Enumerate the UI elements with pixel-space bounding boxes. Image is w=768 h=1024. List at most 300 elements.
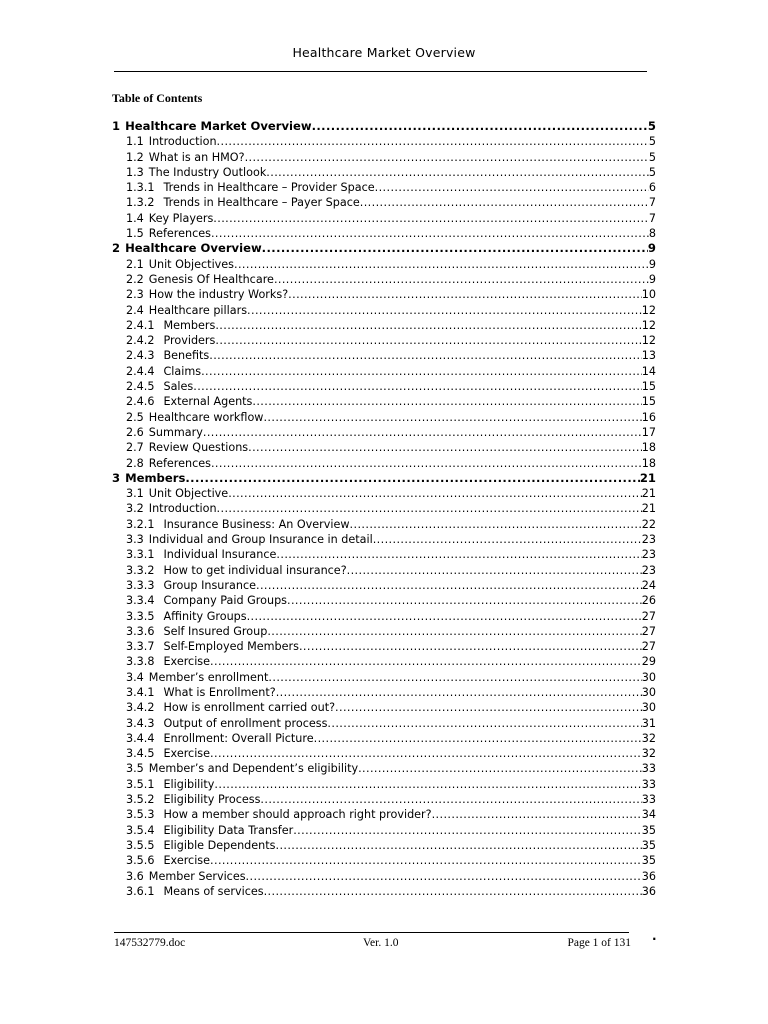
- toc-entry-title: [112, 119, 312, 134]
- toc-leader-dots: [275, 838, 641, 853]
- toc-entry-number: 2.4.6: [126, 395, 155, 409]
- toc-entry[interactable]: [112, 456, 656, 471]
- footer-rule: [114, 932, 629, 933]
- toc-entry-page: 9: [647, 241, 656, 256]
- toc-entry-page: 21: [639, 470, 656, 485]
- toc-entry[interactable]: [112, 700, 656, 715]
- toc-entry-number: 3.4.4: [126, 731, 155, 745]
- toc-entry-page: 24: [641, 578, 656, 592]
- toc-entry-text: Members: [163, 318, 216, 332]
- toc-leader-dots: [217, 501, 642, 516]
- toc-leader-dots: [201, 364, 642, 379]
- toc-entry-text: Self Insured Group: [163, 624, 268, 638]
- toc-leader-dots: [252, 394, 641, 409]
- toc-leader-dots: [358, 761, 642, 776]
- toc-entry[interactable]: [112, 257, 656, 272]
- toc-entry-text: Claims: [163, 364, 202, 378]
- toc-entry-title: [126, 578, 256, 593]
- toc-entry-title: [126, 318, 215, 333]
- toc-entry-title: [126, 884, 264, 899]
- toc-entry-text: Introduction: [148, 135, 217, 149]
- toc-entry[interactable]: [112, 195, 656, 210]
- toc-entry-number: 1.4: [126, 211, 144, 225]
- toc-leader-dots: [347, 563, 642, 578]
- toc-entry-text: Eligibility: [163, 777, 215, 791]
- toc-entry[interactable]: [112, 471, 656, 486]
- toc-entry-number: 3.5.3: [126, 808, 155, 822]
- toc-entry-page: 33: [641, 793, 656, 807]
- toc-entry[interactable]: [112, 501, 656, 516]
- toc-entry-number: 1.5: [126, 227, 144, 241]
- toc-leader-dots: [203, 425, 642, 440]
- toc-leader-dots: [266, 165, 649, 180]
- toc-entry-page: 17: [641, 425, 656, 439]
- toc-entry-page: 5: [648, 165, 656, 179]
- toc-leader-dots: [268, 670, 641, 685]
- toc-entry[interactable]: [112, 379, 656, 394]
- toc-entry-text: Sales: [163, 380, 194, 394]
- toc-entry[interactable]: [112, 211, 656, 226]
- toc-entry-page: 12: [641, 318, 656, 332]
- toc-entry-text: Exercise: [163, 655, 211, 669]
- toc-entry-title: [126, 410, 263, 425]
- toc-entry-page: 13: [641, 349, 656, 363]
- toc-leader-dots: [228, 486, 642, 501]
- toc-entry[interactable]: [112, 746, 656, 761]
- toc-entry-text: Individual and Group Insurance in detail: [148, 533, 373, 547]
- toc-leader-dots: [211, 456, 642, 471]
- toc-entry-text: Affinity Groups: [163, 609, 247, 623]
- table-of-contents: [112, 119, 656, 899]
- toc-entry[interactable]: [112, 287, 656, 302]
- toc-entry-text: Healthcare pillars: [148, 303, 248, 317]
- toc-entry-text: Members: [125, 470, 186, 485]
- toc-entry[interactable]: [112, 838, 656, 853]
- toc-entry[interactable]: [112, 241, 656, 256]
- toc-entry-title: [126, 272, 274, 287]
- toc-entry-title: [126, 333, 215, 348]
- toc-entry-text: Eligible Dependents: [163, 838, 276, 852]
- toc-entry-page: 33: [641, 777, 656, 791]
- toc-entry-title: [126, 838, 275, 853]
- toc-entry-page: 16: [641, 410, 656, 424]
- toc-entry-title: [126, 670, 268, 685]
- page-header-title: Healthcare Market Overview: [292, 45, 476, 60]
- toc-entry-number: 1.2: [126, 150, 144, 164]
- toc-entry-number: 2.4.2: [126, 334, 155, 348]
- toc-entry-text: Self-Employed Members: [163, 640, 299, 654]
- toc-entry-title: [126, 593, 287, 608]
- toc-entry-text: Exercise: [163, 747, 211, 761]
- toc-leader-dots: [267, 624, 641, 639]
- toc-entry-text: Review Questions: [148, 441, 249, 455]
- toc-entry-text: Eligibility Process: [163, 793, 261, 807]
- toc-entry-page: 23: [641, 548, 656, 562]
- toc-entry[interactable]: [112, 318, 656, 333]
- toc-entry-page: 29: [641, 655, 656, 669]
- toc-entry-text: Enrollment: Overall Picture: [163, 731, 314, 745]
- toc-entry-number: 3.3.6: [126, 624, 155, 638]
- toc-leader-dots: [263, 410, 641, 425]
- header-rule: [114, 71, 647, 72]
- toc-entry-number: 3.1: [126, 487, 144, 501]
- toc-entry[interactable]: [112, 486, 656, 501]
- toc-entry-page: 32: [641, 747, 656, 761]
- toc-entry-number: 3.6.1: [126, 884, 155, 898]
- toc-entry-text: Healthcare workflow: [148, 410, 264, 424]
- toc-entry-page: 14: [641, 364, 656, 378]
- toc-entry-text: Individual Insurance: [163, 548, 277, 562]
- toc-entry-text: Healthcare Market Overview: [125, 119, 312, 133]
- toc-entry-title: [126, 394, 252, 409]
- toc-entry[interactable]: [112, 517, 656, 532]
- toc-entry-number: 2.1: [126, 257, 144, 271]
- toc-entry[interactable]: [112, 685, 656, 700]
- toc-entry-text: Member Services: [148, 869, 246, 883]
- toc-leader-dots: [214, 777, 641, 792]
- toc-entry-page: 15: [641, 380, 656, 394]
- toc-entry-title: [126, 563, 347, 578]
- toc-entry[interactable]: [112, 777, 656, 792]
- toc-entry-title: [126, 869, 246, 884]
- toc-entry-text: Providers: [163, 334, 216, 348]
- toc-entry-title: [126, 792, 260, 807]
- toc-entry-title: [126, 807, 432, 822]
- toc-entry-page: 18: [641, 441, 656, 455]
- toc-entry-title: [126, 486, 228, 501]
- toc-entry-number: 3.3: [126, 533, 144, 547]
- toc-entry[interactable]: [112, 165, 656, 180]
- toc-entry-page: 12: [641, 334, 656, 348]
- toc-entry-text: Trends in Healthcare – Payer Space: [163, 196, 360, 210]
- toc-entry-page: 26: [641, 594, 656, 608]
- toc-leader-dots: [185, 471, 640, 486]
- toc-entry-title: [126, 517, 350, 532]
- toc-leader-dots: [264, 884, 642, 899]
- toc-entry-page: 15: [641, 395, 656, 409]
- toc-entry-page: 30: [641, 685, 656, 699]
- toc-entry[interactable]: [112, 639, 656, 654]
- toc-entry-text: Means of services: [163, 884, 264, 898]
- toc-entry-number: 3.3.3: [126, 578, 155, 592]
- toc-entry-title: [126, 287, 288, 302]
- toc-entry-text: How a member should approach right provider?: [163, 808, 432, 822]
- toc-leader-dots: [350, 517, 642, 532]
- toc-entry-title: [126, 134, 217, 149]
- toc-entry-text: Group Insurance: [163, 578, 256, 592]
- toc-entry-number: 2.7: [126, 441, 144, 455]
- toc-entry-number: 2.6: [126, 425, 144, 439]
- toc-entry-text: Benefits: [163, 349, 210, 363]
- toc-entry-number: 3.5.1: [126, 777, 155, 791]
- toc-leader-dots: [209, 348, 641, 363]
- toc-entry-text: Unit Objectives: [148, 257, 235, 271]
- toc-entry-text: Key Players: [148, 211, 214, 225]
- toc-entry-text: Exercise: [163, 854, 211, 868]
- toc-entry[interactable]: [112, 807, 656, 822]
- toc-leader-dots: [234, 257, 649, 272]
- toc-leader-dots: [210, 746, 642, 761]
- toc-leader-dots: [262, 241, 648, 256]
- toc-entry-number: 2.4.1: [126, 318, 155, 332]
- toc-leader-dots: [211, 226, 649, 241]
- toc-entry-number: 1.3.2: [126, 196, 155, 210]
- toc-entry-number: 3.5.6: [126, 854, 155, 868]
- toc-entry-number: 2: [112, 241, 121, 256]
- toc-entry-text: References: [148, 227, 211, 241]
- toc-entry-text: How the industry Works?: [148, 288, 289, 302]
- toc-entry-text: Member’s enrollment: [148, 670, 269, 684]
- toc-entry-number: 3.3.4: [126, 594, 155, 608]
- toc-entry[interactable]: [112, 761, 656, 776]
- toc-entry-title: [126, 425, 203, 440]
- toc-entry-page: 27: [641, 609, 656, 623]
- toc-entry-page: 18: [641, 456, 656, 470]
- toc-entry[interactable]: [112, 731, 656, 746]
- toc-entry-number: 3.2: [126, 502, 144, 516]
- toc-entry[interactable]: [112, 670, 656, 685]
- toc-leader-dots: [287, 593, 642, 608]
- toc-leader-dots: [247, 609, 642, 624]
- toc-entry[interactable]: [112, 272, 656, 287]
- toc-entry-text: References: [148, 456, 211, 470]
- toc-entry-text: Introduction: [148, 502, 217, 516]
- toc-entry-number: 3.4.3: [126, 716, 155, 730]
- toc-entry-text: The Industry Outlook: [148, 165, 267, 179]
- toc-entry-page: 5: [648, 150, 656, 164]
- toc-entry-page: 8: [648, 227, 656, 241]
- footer-page-number: Page 1 of 131: [567, 937, 631, 949]
- toc-entry-text: Eligibility Data Transfer: [163, 823, 294, 837]
- toc-entry-text: Healthcare Overview: [125, 241, 262, 256]
- toc-entry-number: 1: [112, 119, 121, 133]
- toc-entry-text: What is Enrollment?: [163, 685, 276, 699]
- toc-entry[interactable]: [112, 226, 656, 241]
- toc-entry[interactable]: [112, 440, 656, 455]
- toc-entry-title: [126, 731, 314, 746]
- toc-entry[interactable]: [112, 348, 656, 363]
- toc-entry-number: 3.5.4: [126, 823, 155, 837]
- toc-entry-title: [112, 241, 262, 256]
- toc-entry[interactable]: [112, 563, 656, 578]
- toc-entry[interactable]: [112, 869, 656, 884]
- toc-entry-text: Member’s and Dependent’s eligibility: [148, 762, 359, 776]
- toc-entry-number: 1.3: [126, 165, 144, 179]
- toc-entry-number: 2.5: [126, 410, 144, 424]
- toc-leader-dots: [360, 195, 649, 210]
- toc-leader-dots: [217, 134, 649, 149]
- toc-entry-number: 3.5: [126, 762, 144, 776]
- toc-leader-dots: [276, 685, 642, 700]
- toc-entry-number: 1.1: [126, 135, 144, 149]
- toc-entry-page: 5: [647, 119, 656, 133]
- toc-entry[interactable]: [112, 884, 656, 899]
- toc-entry-number: 3.6: [126, 869, 144, 883]
- toc-entry-number: 2.3: [126, 288, 144, 302]
- toc-entry-page: 36: [641, 869, 656, 883]
- toc-entry-page: 5: [648, 135, 656, 149]
- toc-entry-page: 23: [641, 533, 656, 547]
- toc-entry-text: How to get individual insurance?: [163, 563, 347, 577]
- toc-entry-number: 3.3.7: [126, 640, 155, 654]
- toc-entry-number: 3.3.5: [126, 609, 155, 623]
- toc-entry-title: [126, 226, 211, 241]
- toc-leader-dots: [299, 639, 642, 654]
- toc-entry-page: 36: [641, 884, 656, 898]
- toc-entry-number: 2.4.5: [126, 380, 155, 394]
- toc-entry-title: [126, 853, 210, 868]
- toc-entry-title: [126, 257, 234, 272]
- toc-entry-title: [112, 471, 185, 486]
- toc-entry-title: [126, 654, 210, 669]
- toc-entry[interactable]: [112, 547, 656, 562]
- toc-entry-number: 3.4.1: [126, 685, 155, 699]
- toc-entry[interactable]: [112, 792, 656, 807]
- toc-entry-text: Company Paid Groups: [163, 594, 288, 608]
- toc-entry[interactable]: [112, 624, 656, 639]
- toc-entry-title: [126, 180, 375, 195]
- footer-filename: 147532779.doc: [114, 937, 186, 949]
- toc-entry-page: 10: [641, 288, 656, 302]
- toc-entry-number: 2.4.4: [126, 364, 155, 378]
- toc-entry-title: [126, 761, 358, 776]
- toc-entry-title: [126, 700, 335, 715]
- toc-entry-title: [126, 746, 210, 761]
- toc-entry-text: Unit Objective: [148, 487, 229, 501]
- toc-leader-dots: [246, 869, 642, 884]
- toc-entry-page: 35: [641, 823, 656, 837]
- toc-entry-title: [126, 165, 266, 180]
- toc-entry-number: 3.4.2: [126, 701, 155, 715]
- toc-entry-number: 2.4: [126, 303, 144, 317]
- toc-entry[interactable]: [112, 853, 656, 868]
- toc-entry-title: [126, 609, 247, 624]
- toc-entry-page: 7: [648, 196, 656, 210]
- toc-entry-page: 34: [641, 808, 656, 822]
- toc-leader-dots: [373, 532, 642, 547]
- toc-entry-title: [126, 624, 267, 639]
- toc-entry[interactable]: [112, 532, 656, 547]
- toc-entry-title: [126, 150, 245, 165]
- toc-entry-text: How is enrollment carried out?: [163, 701, 336, 715]
- toc-entry[interactable]: [112, 333, 656, 348]
- toc-entry-title: [126, 195, 360, 210]
- toc-entry[interactable]: [112, 823, 656, 838]
- toc-entry-text: What is an HMO?: [148, 150, 245, 164]
- toc-leader-dots: [432, 807, 642, 822]
- toc-entry-number: 3.2.1: [126, 517, 155, 531]
- toc-entry-title: [126, 547, 276, 562]
- toc-entry-title: [126, 501, 217, 516]
- toc-entry-number: 3.3.1: [126, 548, 155, 562]
- toc-entry-text: Output of enrollment process: [163, 716, 328, 730]
- toc-entry-page: 6: [648, 181, 656, 195]
- toc-entry-page: 27: [641, 624, 656, 638]
- toc-leader-dots: [210, 853, 642, 868]
- toc-entry[interactable]: [112, 593, 656, 608]
- toc-leader-dots: [312, 119, 648, 134]
- toc-leader-dots: [213, 211, 649, 226]
- toc-entry-page: 7: [648, 211, 656, 225]
- toc-leader-dots: [193, 379, 642, 394]
- toc-entry-page: 30: [641, 670, 656, 684]
- toc-entry-page: 32: [641, 731, 656, 745]
- footer-version: Ver. 1.0: [363, 937, 399, 949]
- toc-entry[interactable]: [112, 303, 656, 318]
- toc-entry-text: Summary: [148, 425, 203, 439]
- toc-entry[interactable]: [112, 609, 656, 624]
- toc-entry-title: [126, 303, 247, 318]
- toc-leader-dots: [314, 731, 642, 746]
- toc-entry-title: [126, 639, 299, 654]
- toc-entry-number: 3: [112, 470, 121, 485]
- toc-entry-title: [126, 532, 373, 547]
- toc-entry[interactable]: [112, 716, 656, 731]
- toc-entry-page: 9: [648, 257, 656, 271]
- toc-leader-dots: [247, 303, 642, 318]
- toc-leader-dots: [260, 792, 641, 807]
- toc-leader-dots: [335, 700, 642, 715]
- toc-entry-title: [126, 777, 214, 792]
- toc-entry[interactable]: [112, 364, 656, 379]
- toc-entry[interactable]: [112, 119, 656, 134]
- toc-entry[interactable]: [112, 134, 656, 149]
- toc-entry-number: 2.4.3: [126, 349, 155, 363]
- toc-entry-number: 2.8: [126, 456, 144, 470]
- toc-leader-dots: [245, 150, 649, 165]
- toc-entry-title: [126, 348, 209, 363]
- toc-entry-title: [126, 716, 327, 731]
- toc-entry[interactable]: [112, 150, 656, 165]
- toc-entry-number: 3.4.5: [126, 747, 155, 761]
- toc-entry-page: 23: [641, 563, 656, 577]
- toc-entry-number: 1.3.1: [126, 181, 155, 195]
- toc-entry-page: 27: [641, 640, 656, 654]
- toc-leader-dots: [215, 318, 641, 333]
- toc-entry[interactable]: [112, 180, 656, 195]
- toc-entry-number: 3.3.8: [126, 655, 155, 669]
- toc-entry-number: 3.5.5: [126, 838, 155, 852]
- toc-entry[interactable]: [112, 410, 656, 425]
- toc-entry[interactable]: [112, 654, 656, 669]
- toc-entry-title: [126, 440, 248, 455]
- toc-entry-number: 3.4: [126, 670, 144, 684]
- toc-entry-page: 35: [641, 854, 656, 868]
- toc-entry-number: 3.5.2: [126, 793, 155, 807]
- toc-entry-text: External Agents: [163, 395, 253, 409]
- toc-entry-text: Trends in Healthcare – Provider Space: [163, 181, 375, 195]
- toc-entry-page: 35: [641, 838, 656, 852]
- toc-entry-title: [126, 685, 276, 700]
- toc-entry-title: [126, 211, 213, 226]
- toc-entry[interactable]: [112, 578, 656, 593]
- toc-entry-page: 31: [641, 716, 656, 730]
- toc-entry[interactable]: [112, 394, 656, 409]
- toc-heading: Table of Contents: [112, 91, 203, 105]
- toc-leader-dots: [215, 333, 641, 348]
- toc-leader-dots: [327, 716, 641, 731]
- toc-entry-number: 2.2: [126, 272, 144, 286]
- toc-leader-dots: [375, 180, 649, 195]
- toc-entry-page: 30: [641, 701, 656, 715]
- toc-leader-dots: [274, 272, 649, 287]
- toc-leader-dots: [293, 823, 642, 838]
- toc-leader-dots: [276, 547, 641, 562]
- footer-dot-mark: .: [652, 929, 657, 943]
- toc-entry-title: [126, 456, 211, 471]
- toc-entry-page: 22: [641, 517, 656, 531]
- toc-entry[interactable]: [112, 425, 656, 440]
